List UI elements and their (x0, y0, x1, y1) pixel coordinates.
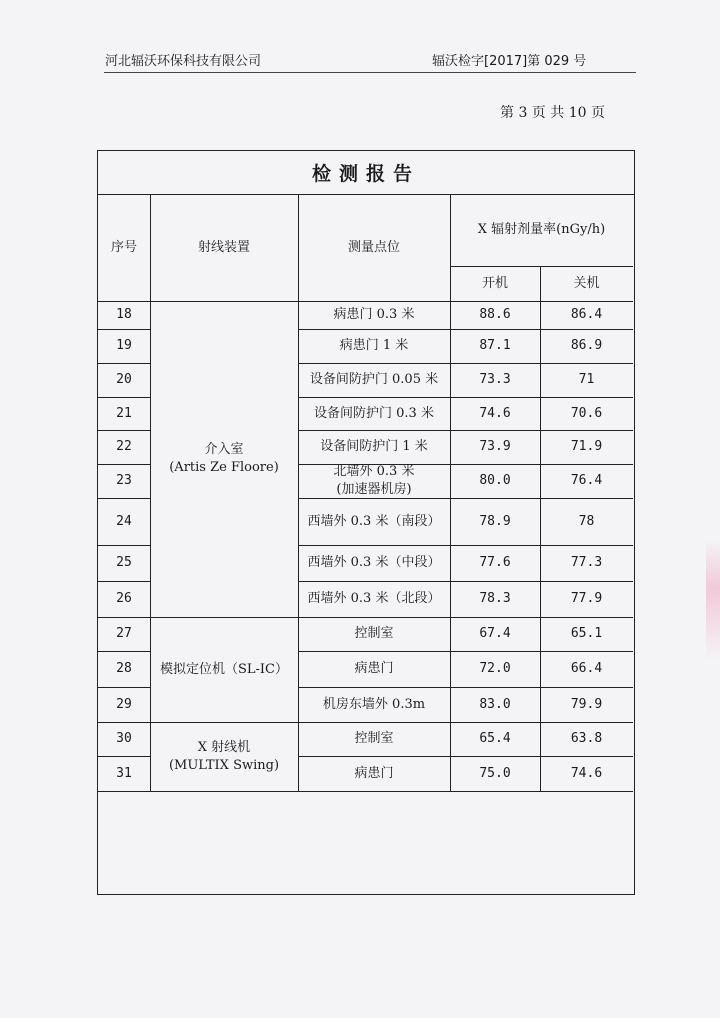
measure-point-note: (加速器机房) (336, 482, 412, 497)
dose-off: 70.6 (570, 405, 603, 421)
header-device: 射线装置 (197, 239, 250, 255)
row-number: 31 (116, 765, 132, 781)
dose-on: 80.0 (479, 473, 511, 489)
measure-point (298, 363, 450, 397)
column-divider (298, 194, 299, 791)
measure-point-label: 设备间防护门 0.3 米 (314, 405, 434, 421)
document-number: 辐沃检字[2017]第 029 号 (432, 54, 587, 69)
measure-point-label: 西墙外 0.3 米（北段） (307, 591, 441, 607)
measure-point-label: 控制室 (354, 626, 394, 642)
stamp-edge (706, 540, 720, 660)
row-number: 23 (116, 473, 132, 489)
dose-on: 74.6 (479, 405, 511, 421)
row-number: 18 (116, 307, 132, 323)
row-number: 29 (116, 696, 132, 712)
row-number: 22 (116, 439, 132, 455)
dose-on: 87.1 (479, 338, 511, 354)
column-divider (450, 194, 451, 791)
measure-point (298, 617, 450, 651)
dose-off: 66.4 (570, 661, 603, 677)
dose-off: 76.4 (570, 473, 603, 489)
column-divider (150, 194, 151, 791)
device-model: (MULTIX Swing) (168, 757, 280, 773)
measure-point (298, 722, 450, 756)
dose-on: 72.0 (479, 661, 511, 677)
row-divider (98, 791, 150, 792)
dose-off: 77.9 (570, 591, 603, 607)
measure-point (298, 651, 450, 687)
dose-on: 73.9 (479, 439, 511, 455)
dose-off: 86.4 (570, 307, 603, 323)
row-number: 30 (116, 731, 132, 747)
dose-off: 78 (578, 513, 595, 529)
measure-point (298, 756, 450, 791)
dose-on: 83.0 (479, 696, 511, 712)
dose-off: 71 (578, 372, 595, 388)
header-number: 序号 (110, 239, 137, 255)
dose-on: 67.4 (479, 626, 511, 642)
measure-point-label: 控制室 (354, 731, 394, 747)
dose-off: 65.1 (570, 626, 603, 642)
row-number: 24 (116, 513, 132, 529)
measure-point-label: 西墙外 0.3 米（中段） (307, 555, 441, 571)
dose-on: 65.4 (479, 731, 511, 747)
dose-off: 86.9 (570, 338, 603, 354)
measure-point (298, 498, 450, 545)
measure-point-label: 病患门 (354, 765, 394, 781)
row-number: 25 (116, 555, 132, 571)
page-number: 第 3 页 共 10 页 (500, 105, 605, 121)
device-name: 模拟定位机（SL-IC） (159, 661, 288, 677)
row-number: 26 (116, 591, 132, 607)
dose-on: 75.0 (479, 765, 511, 781)
header-point: 测量点位 (347, 239, 400, 255)
device-name: X 射线机 (197, 739, 251, 755)
measure-point (298, 581, 450, 617)
device-model: (Artis Ze Floore) (169, 460, 279, 475)
measure-point (298, 464, 450, 498)
device-group (150, 617, 298, 722)
dose-on: 77.6 (479, 555, 511, 571)
measure-point-label: 病患门 0.3 米 (333, 307, 415, 323)
company-name: 河北辐沃环保科技有限公司 (105, 54, 262, 69)
measure-point (298, 430, 450, 464)
measure-point-label: 设备间防护门 0.05 米 (309, 372, 439, 388)
row-number: 27 (116, 626, 132, 642)
device-name: 介入室 (204, 442, 244, 458)
measure-point-label: 病患门 1 米 (339, 338, 409, 354)
table-title: 检测报告 (98, 151, 634, 195)
row-number: 28 (116, 661, 132, 677)
header-divider (104, 72, 636, 73)
dose-on: 88.6 (479, 307, 511, 323)
report-table (97, 150, 635, 895)
header-rate: X 辐射剂量率(nGy/h) (477, 222, 606, 238)
device-group (150, 301, 298, 617)
column-divider (540, 266, 541, 791)
dose-on: 78.9 (479, 513, 511, 529)
measure-point-label: 机房东墙外 0.3m (322, 696, 426, 712)
measure-point (298, 329, 450, 363)
row-divider (450, 266, 633, 267)
dose-off: 74.6 (570, 765, 603, 781)
measure-point (298, 397, 450, 430)
dose-on: 73.3 (479, 372, 511, 388)
dose-off: 77.3 (570, 555, 603, 571)
row-divider (298, 791, 633, 792)
row-number: 19 (116, 338, 132, 354)
measure-point (298, 687, 450, 722)
measure-point-label: 设备间防护门 1 米 (320, 439, 428, 455)
row-number: 20 (116, 372, 132, 388)
dose-on: 78.3 (479, 591, 511, 607)
dose-off: 63.8 (570, 731, 603, 747)
measure-point-label: 北墙外 0.3 米 (333, 464, 415, 480)
dose-off: 71.9 (570, 439, 603, 455)
measure-point-label: 西墙外 0.3 米（南段） (307, 513, 441, 529)
row-divider (150, 791, 298, 792)
header-off: 关机 (573, 275, 600, 291)
measure-point-label: 病患门 (354, 661, 394, 677)
row-number: 21 (116, 405, 132, 421)
header-on: 开机 (481, 275, 508, 291)
measure-point (298, 545, 450, 581)
dose-off: 79.9 (570, 696, 603, 712)
measure-point (298, 301, 450, 329)
device-group (150, 722, 298, 791)
